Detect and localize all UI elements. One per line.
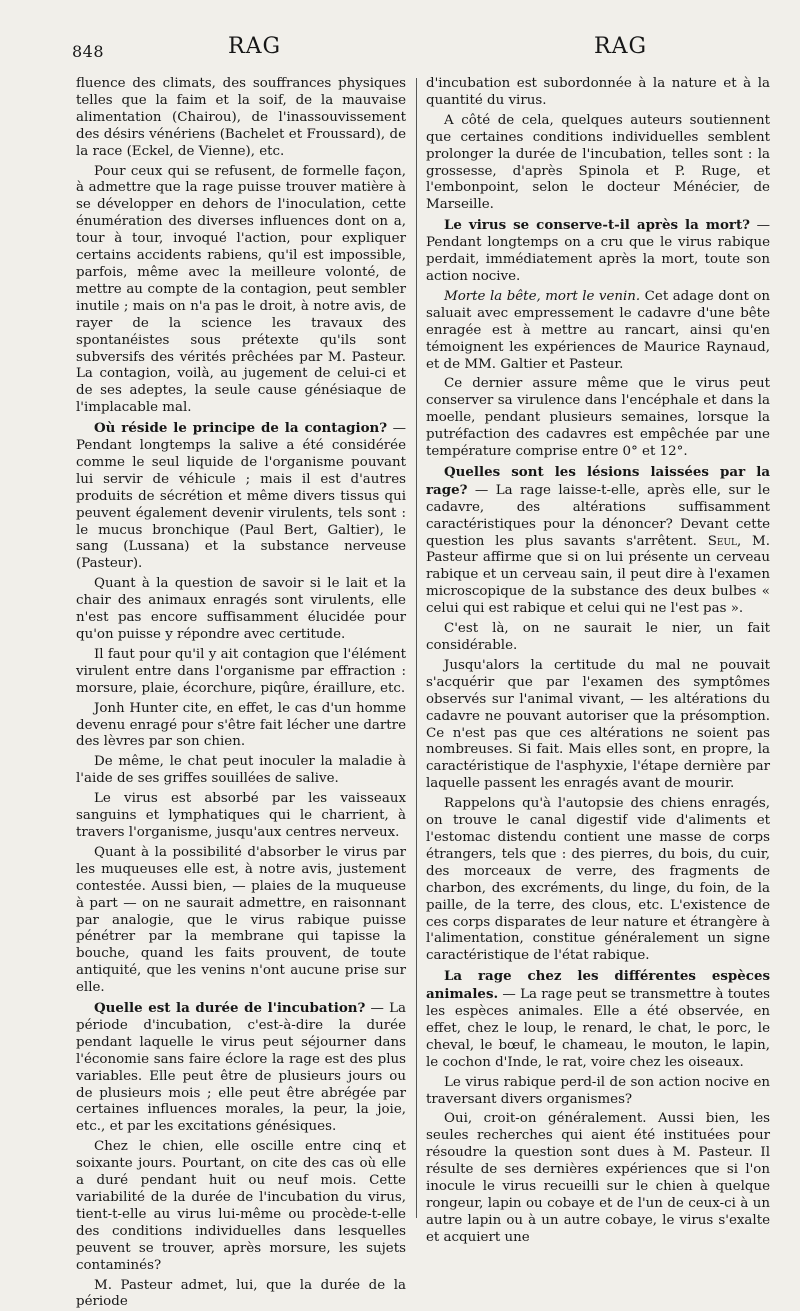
paragraph	[76, 1000, 406, 1136]
section-question: La rage chez les différentes espèces animales.	[426, 968, 770, 1003]
page-number: 848	[72, 42, 105, 61]
paragraph: C'est là, on ne saurait le nier, un fait considérable.	[426, 621, 770, 653]
section-question: Où réside le principe de la contagion?	[94, 420, 388, 437]
paragraph: Rappelons qu'à l'autopsie des chiens enragés, on trouve le canal digestif vide d'aliments et l'estomac distendu contient une masse de corps étrangers, tels que : des pierres, du bois, du cuir, des morceaux de verre, des fragments de charbon, des excréments, du linge, du foin, de la paille, de la terre, des clous, etc. L'existence de ces corps disparates de leur nature et étrangère à l'alimentation, constitue généralement un signe caractéristique de l'état rabique.	[426, 796, 770, 964]
page-header	[0, 0, 800, 72]
paragraph-text: — Pendant longtemps la salive a été considérée comme le seul liquide de l'organisme pouvant lui servir de véhicule ; mais il est d'autres produits de sécrétion et même divers tissus qui peuvent également devenir virulents, tels sont : le mucus bronchique (Paul Bert, Galtier), le sang (Lussana) et la substance nerveuse (Pasteur).	[76, 421, 406, 572]
small-caps-word: Seul	[707, 533, 738, 549]
paragraph-text: Cet adage dont on saluait avec empressement le cadavre d'une bête enragée est à mettre au rancart, ainsi qu'en témoignent les expériences de Maurice Raynaud, et de MM. Galtier et Pasteur.	[426, 288, 771, 372]
adage-italic: Morte la bête, mort le venin.	[444, 288, 641, 304]
paragraph: Jusqu'alors la certitude du mal ne pouvait s'acquérir que par l'examen des symptômes observés sur l'animal vivant, — les altérations du cadavre ne pouvant autoriser que la présomption. Ce n'est pas que ces altérations ne soient pas nombreuses. Si fait. Mais elles sont, en propre, la caractéristique de l'asphyxie, l'étape dernière par laquelle passent les enragés avant de mourir.	[426, 657, 770, 792]
section-question: Quelle est la durée de l'incubation?	[94, 1000, 366, 1017]
paragraph	[426, 968, 770, 1071]
paragraph	[76, 420, 406, 573]
paragraph: M. Pasteur admet, lui, que la durée de la période	[76, 1277, 406, 1310]
section-question: Le virus se conserve-t-il après la mort?	[444, 217, 750, 234]
paragraph: d'incubation est subordonnée à la nature et à la quantité du virus.	[426, 76, 770, 108]
paragraph: A côté de cela, quelques auteurs soutiennent que certaines conditions individuelles semblent prolonger la durée de l'incubation, telles sont : la grossesse, d'après Spinola et P. Ruge, et l'embonpoint, selon le docteur Ménécier, de Marseille.	[426, 112, 770, 213]
paragraph	[426, 217, 770, 286]
paragraph: Le virus est absorbé par les vaisseaux sanguins et lymphatiques qui le charrient, à travers l'organisme, jusqu'aux centres nerveux.	[76, 791, 406, 840]
left-column	[76, 76, 406, 1310]
running-head-left: RAG	[228, 34, 282, 59]
paragraph: Jonh Hunter cite, en effet, le cas d'un homme devenu enragé pour s'être fait lécher une dartre des lèvres par son chien.	[76, 700, 406, 750]
running-head-right: RAG	[594, 34, 648, 59]
paragraph-text: — La rage peut se transmettre à toutes les espèces animales. Elle a été observée, en effet, chez le loup, le renard, le chat, le porc, le cheval, le bœuf, le chameau, le mouton, le lapin, le cochon d'Inde, le rat, voire chez les oiseaux.	[426, 987, 770, 1070]
paragraph: Oui, croit-on généralement. Aussi bien, les seules recherches qui aient été instituées pour résoudre la question sont dues à M. Pasteur. Il résulte de ses dernières expériences que si l'on inocule le virus recueilli sur le chien à quelque rongeur, lapin ou cobaye et de l'un de ceux-ci à un autre lapin ou à un autre cobaye, le virus s'exalte et acquiert une	[426, 1111, 770, 1245]
paragraph	[426, 464, 770, 618]
paragraph-text: — La rage laisse-t-elle, après elle, sur le cadavre, des altérations suffisamment caractéristiques pour la dénoncer? Devant cette question les plus savants s'arrêtent.	[426, 482, 770, 549]
paragraph: Chez le chien, elle oscille entre cinq et soixante jours. Pourtant, on cite des cas où elle a duré pendant huit ou neuf mois. Cette variabilité de la durée de l'incubation du virus, tient-t-elle au virus lui-même ou procède-t-elle des conditions individuelles dans lesquelles peuvent se trouver, après morsure, les sujets contaminés?	[76, 1139, 406, 1273]
paragraph	[426, 289, 770, 374]
paragraph: De même, le chat peut inoculer la maladie à l'aide de ses griffes souillées de salive.	[76, 754, 406, 787]
section-question: Quelles sont les lésions laissées par la rage?	[426, 463, 770, 498]
paragraph: Quant à la question de savoir si le lait et la chair des animaux enragés sont virulents, elle n'est pas encore suffisamment élucidée pour qu'on puisse y répondre avec certitude.	[76, 576, 406, 642]
paragraph: fluence des climats, des souffrances physiques telles que la faim et la soif, de la mauvaise alimentation (Chairou), de l'inassouvissement des désirs vénériens (Bachelet et Froussard), de la race (Eckel, de Vienne), etc.	[76, 76, 406, 159]
paragraph: Pour ceux qui se refusent, de formelle façon, à admettre que la rage puisse trouver matière à se développer en dehors de l'inoculation, cette énumération des diverses influences dont on a, tour à tour, invoqué l'action, pour expliquer certains accidents rabiens, qu'il est impossible, parfois, même avec la meilleure volonté, de mettre au compte de la contagion, peut sembler inutile ; mais on n'a pas le droit, à notre avis, de rayer de la science les travaux des spontanéistes sous prétexte qu'ils sont subversifs des vérités prêchées par M. Pasteur. La contagion, voilà, au jugement de celui-ci et de ses adeptes, la seule cause génésiaque de l'implacable mal.	[76, 163, 406, 416]
paragraph-text: — La période d'incubation, c'est-à-dire la durée pendant laquelle le virus peut séjourner dans l'économie sans faire éclore la rage est des plus variables. Elle peut être de plusieurs jours ou de plusieurs mois ; elle peut être abrégée par certaines influences morales, la peur, la joie, etc., et par les excitations génésiques.	[76, 1001, 406, 1135]
right-column	[426, 76, 770, 1248]
paragraph-text: , M. Pasteur affirme que si on lui présente un cerveau rabique et un cerveau sain, il peut dire à l'examen microscopique de la substance des deux bulbes « celui qui est rabique et celui qui ne l'est pas ».	[426, 533, 771, 617]
paragraph: Quant à la possibilité d'absorber le virus par les muqueuses elle est, à notre avis, justement contestée. Aussi bien, — plaies de la muqueuse à part — on ne saurait admettre, en raisonnant par analogie, que le virus rabique puisse pénétrer par la membrane qui tapisse la bouche, quand les faits prouvent, de toute antiquité, que les venins n'ont aucune prise sur elle.	[76, 844, 406, 996]
paragraph: Il faut pour qu'il y ait contagion que l'élément virulent entre dans l'organisme par effraction : morsure, plaie, écorchure, piqûre, éraillure, etc.	[76, 646, 406, 696]
paragraph: Ce dernier assure même que le virus peut conserver sa virulence dans l'encéphale et dans la moelle, pendant plusieurs semaines, lorsque la putréfaction des cadavres est empêchée par une température comprise entre 0° et 12°.	[426, 376, 770, 460]
column-divider	[416, 78, 417, 1218]
paragraph-text: — Pendant longtemps on a cru que le virus rabique perdait, immédiatement après la mort, toute son action nocive.	[426, 218, 770, 284]
paragraph: Le virus rabique perd-il de son action nocive en traversant divers organismes?	[426, 1074, 770, 1107]
